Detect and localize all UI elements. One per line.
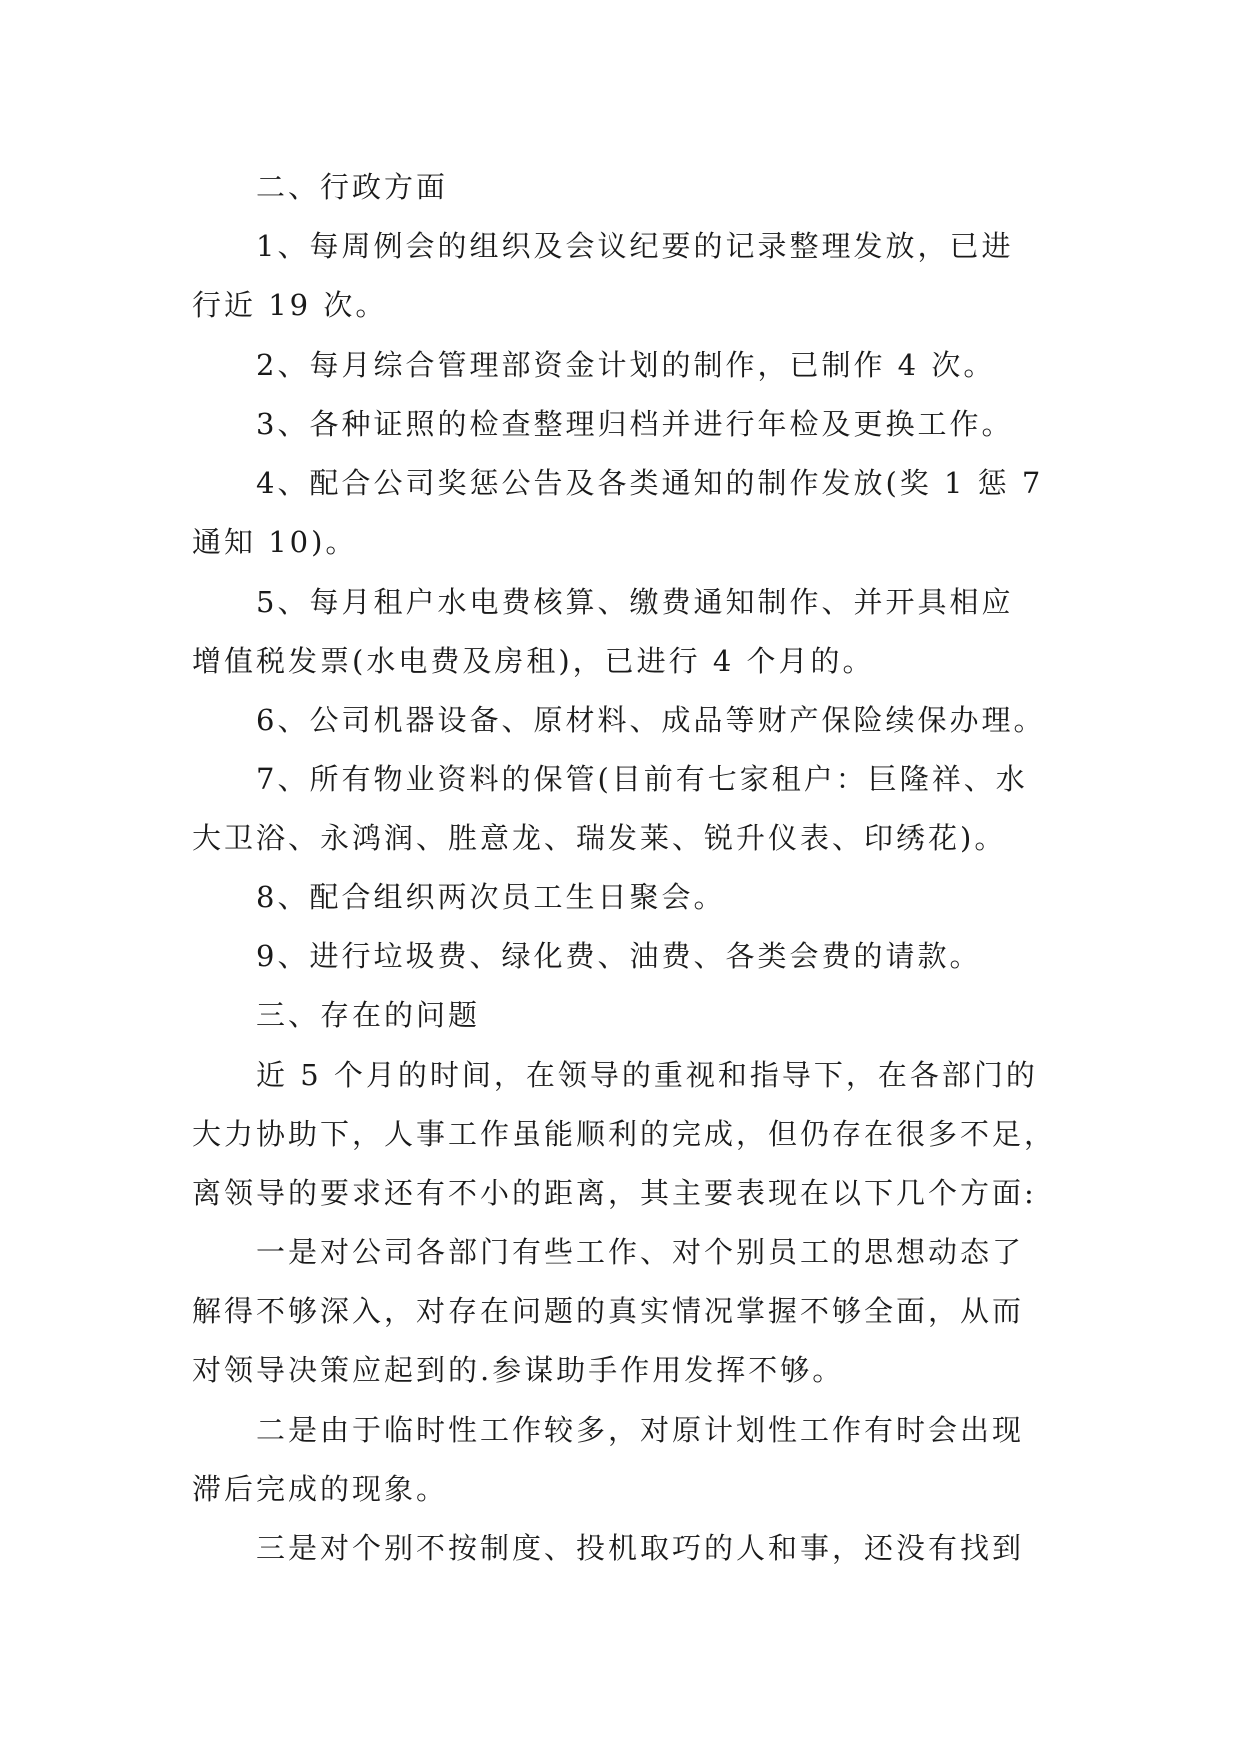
paragraph-line: 1、每周例会的组织及会议纪要的记录整理发放，已进 [256,229,1014,263]
paragraph-line: 二是由于临时性工作较多，对原计划性工作有时会出现 [256,1413,1025,1447]
paragraph-line: 8、配合组织两次员工生日聚会。 [256,880,726,914]
paragraph-line: 大力协助下，人事工作虽能顺利的完成，但仍存在很多不足， [192,1117,1057,1151]
paragraph-line: 9、进行垃圾费、绿化费、油费、各类会费的请款。 [256,939,982,973]
paragraph-line: 6、公司机器设备、原材料、成品等财产保险续保办理。 [256,703,1046,737]
paragraph-line: 3、各种证照的检查整理归档并进行年检及更换工作。 [256,407,1014,441]
paragraph-line: 通知 10)。 [192,525,358,559]
paragraph-line: 近 5 个月的时间，在领导的重视和指导下，在各部门的 [256,1058,1038,1092]
paragraph-line: 增值税发票(水电费及房租)，已进行 4 个月的。 [192,644,875,678]
paragraph-line: 行近 19 次。 [192,288,388,322]
paragraph-line: 5、每月租户水电费核算、缴费通知制作、并开具相应 [256,585,1014,619]
paragraph-line: 滞后完成的现象。 [192,1472,449,1506]
paragraph-line: 2、每月综合管理部资金计划的制作，已制作 4 次。 [256,348,996,382]
section-heading-administration: 二、行政方面 [256,170,449,204]
section-heading-problems: 三、存在的问题 [256,998,481,1032]
paragraph-line: 7、所有物业资料的保管(目前有七家租户：巨隆祥、水 [256,762,1028,796]
paragraph-line: 离领导的要求还有不小的距离，其主要表现在以下几个方面: [192,1176,1037,1210]
paragraph-line: 对领导决策应起到的.参谋助手作用发挥不够。 [192,1353,845,1387]
paragraph-line: 解得不够深入，对存在问题的真实情况掌握不够全面，从而 [192,1294,1025,1328]
paragraph-line: 三是对个别不按制度、投机取巧的人和事，还没有找到 [256,1531,1025,1565]
paragraph-line: 一是对公司各部门有些工作、对个别员工的思想动态了 [256,1235,1025,1269]
paragraph-line: 4、配合公司奖惩公告及各类通知的制作发放(奖 1 惩 7 [256,466,1044,500]
paragraph-line: 大卫浴、永鸿润、胜意龙、瑞发莱、锐升仪表、印绣花)。 [192,821,1007,855]
